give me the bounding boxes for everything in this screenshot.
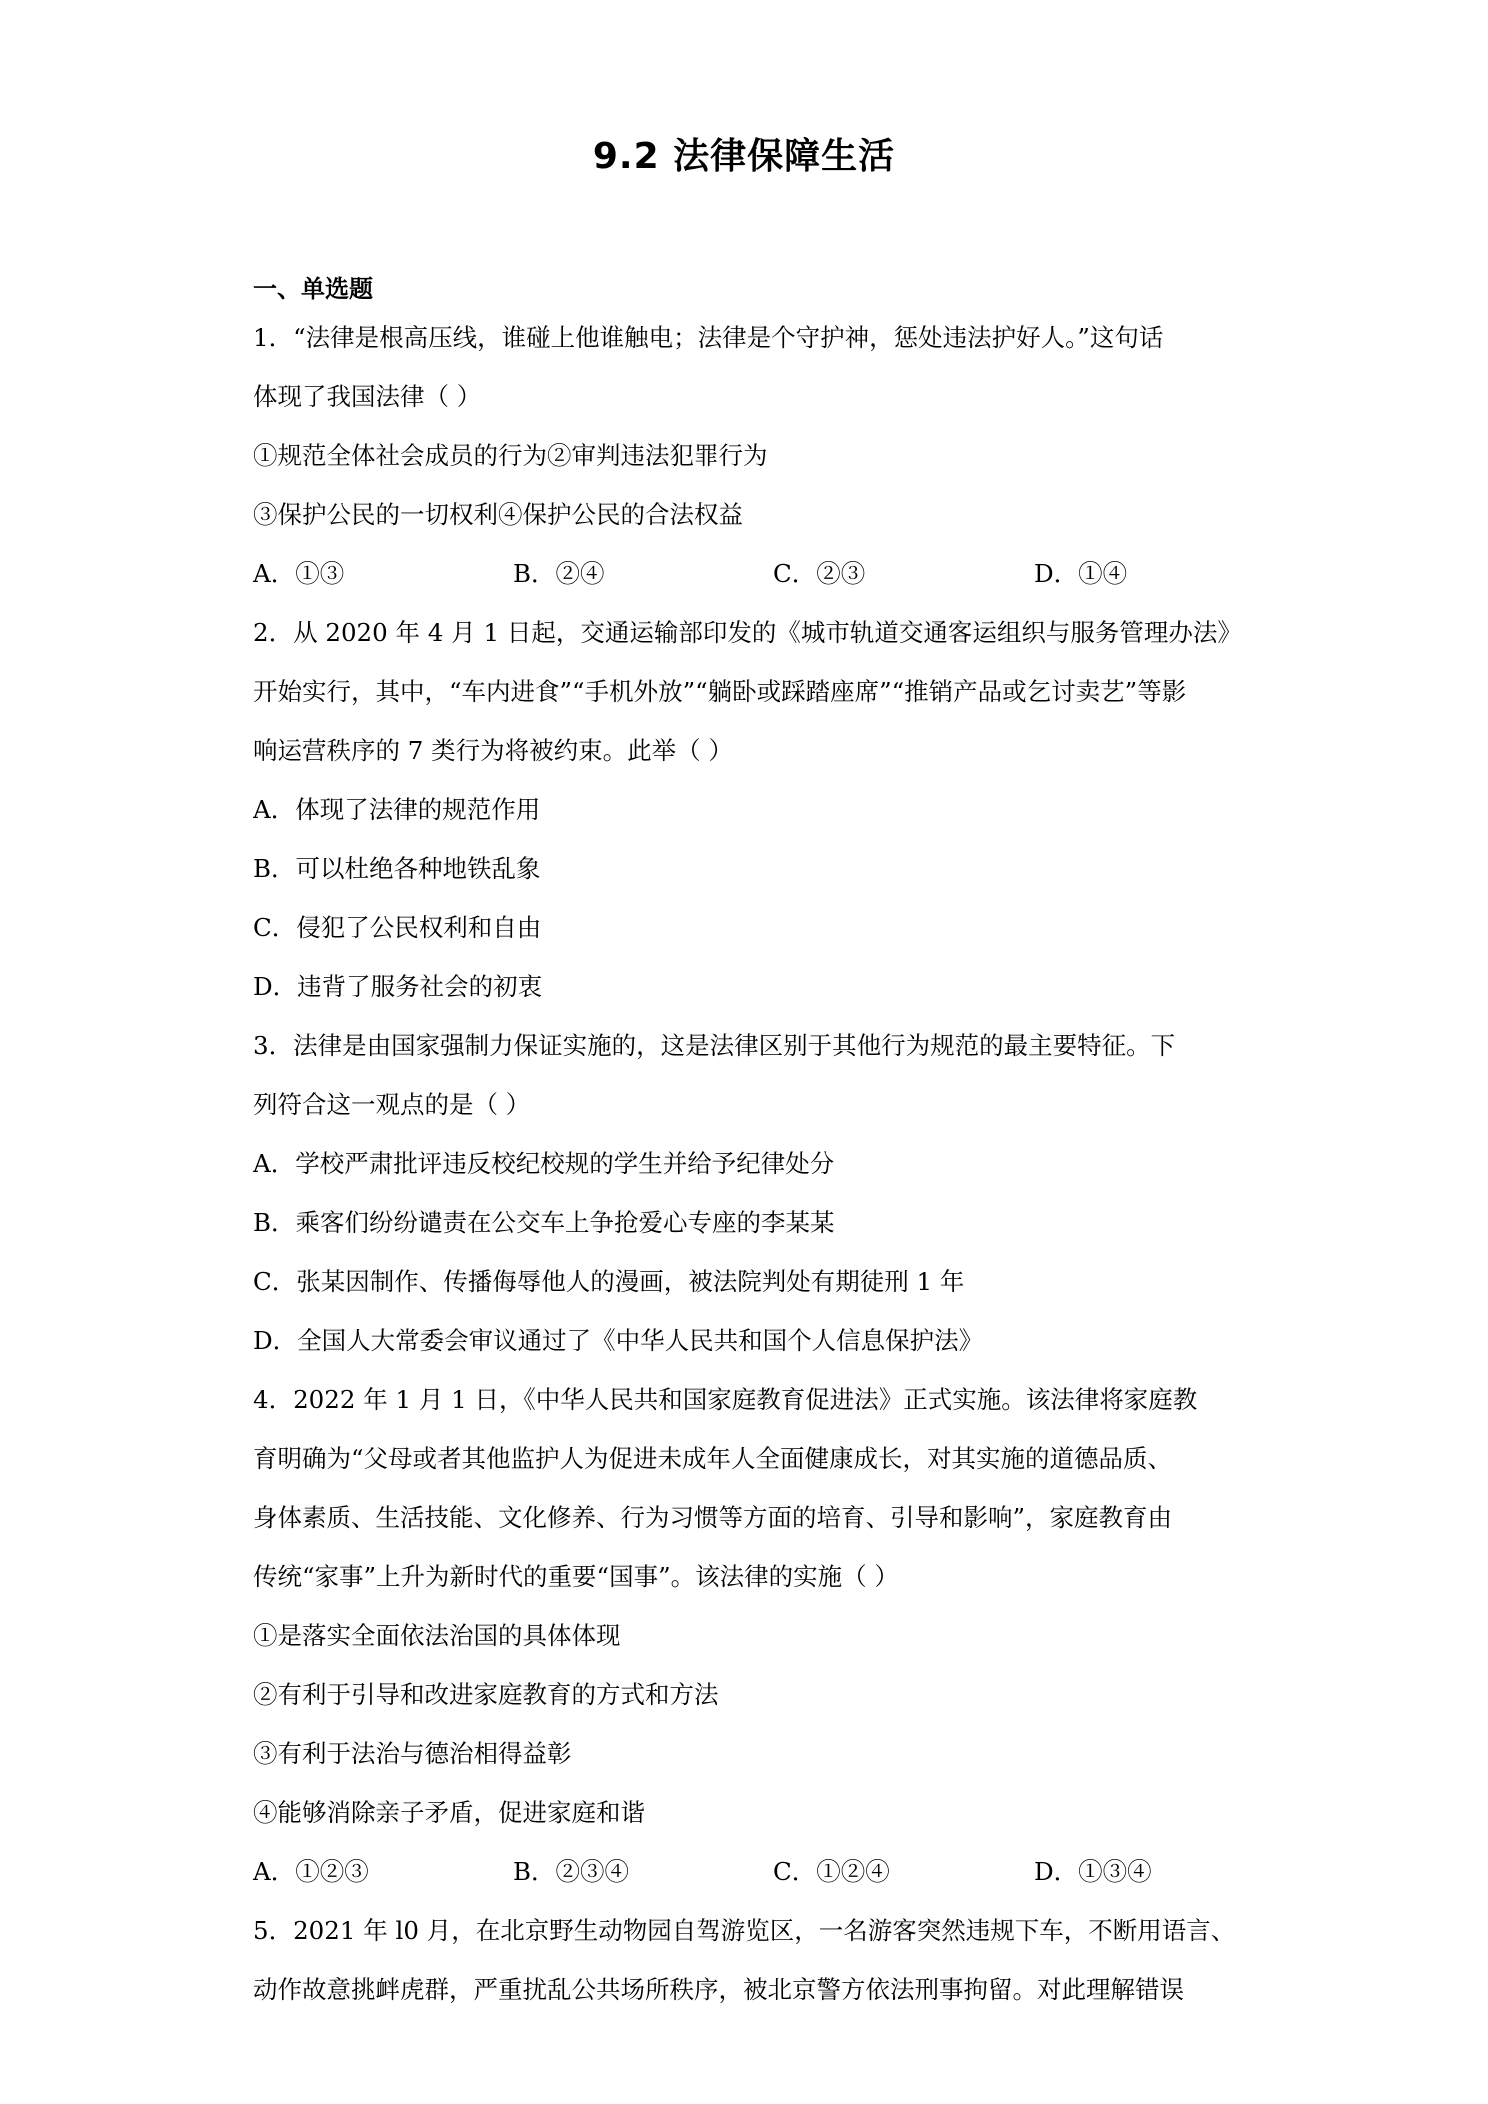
- question-4-item-1: ①是落实全面依法治国的具体体现: [253, 1621, 621, 1650]
- question-4-stem-line-3: 身体素质、生活技能、文化修养、行为习惯等方面的培育、引导和影响”，家庭教育由: [253, 1503, 1173, 1532]
- question-4-option-b: B．②③④: [513, 1857, 630, 1886]
- question-1-stem-line-2: 体现了我国法律（ ）: [253, 382, 482, 411]
- question-2-option-c: C．侵犯了公民权利和自由: [253, 913, 542, 942]
- question-1-option-a: A．①③: [253, 559, 345, 588]
- question-3-stem-line-1: 3．法律是由国家强制力保证实施的，这是法律区别于其他行为规范的最主要特征。下: [253, 1031, 1176, 1060]
- question-2-stem-line-2: 开始实行，其中，“车内进食”“手机外放”“躺卧或踩踏座席”“推销产品或乞讨卖艺”等影: [253, 677, 1187, 706]
- question-4-stem-line-1: 4．2022 年 1 月 1 日，《中华人民共和国家庭教育促进法》正式实施。该法律将家庭教: [253, 1385, 1198, 1414]
- question-1-item-line-1: ①规范全体社会成员的行为②审判违法犯罪行为: [253, 441, 768, 470]
- question-1-stem-line-1: 1．“法律是根高压线，谁碰上他谁触电；法律是个守护神，惩处违法护好人。”这句话: [253, 323, 1164, 352]
- question-4-option-c: C．①②④: [773, 1857, 890, 1886]
- question-2-stem-line-1: 2．从 2020 年 4 月 1 日起，交通运输部印发的《城市轨道交通客运组织与服务管理办法》: [253, 618, 1242, 647]
- question-4-item-4: ④能够消除亲子矛盾，促进家庭和谐: [253, 1798, 645, 1827]
- question-2-stem-line-3: 响运营秩序的 7 类行为将被约束。此举（ ）: [253, 736, 733, 765]
- question-2-option-a: A．体现了法律的规范作用: [253, 795, 541, 824]
- question-4-option-a: A．①②③: [253, 1857, 369, 1886]
- question-4-item-3: ③有利于法治与德治相得益彰: [253, 1739, 572, 1768]
- question-3-option-c: C．张某因制作、传播侮辱他人的漫画，被法院判处有期徒刑 1 年: [253, 1267, 965, 1296]
- section-heading: 一、单选题: [253, 275, 373, 303]
- question-2-option-d: D．违背了服务社会的初衷: [253, 972, 543, 1001]
- page-title: 9.2 法律保障生活: [592, 136, 896, 177]
- question-3-option-d: D．全国人大常委会审议通过了《中华人民共和国个人信息保护法》: [253, 1326, 984, 1355]
- question-4-stem-line-2: 育明确为“父母或者其他监护人为促进未成年人全面健康成长，对其实施的道德品质、: [253, 1444, 1173, 1473]
- question-1-option-d: D．①④: [1034, 559, 1128, 588]
- question-4-stem-line-4: 传统“家事”上升为新时代的重要“国事”。该法律的实施（ ）: [253, 1562, 899, 1591]
- question-5-stem-line-1: 5．2021 年 l0 月，在北京野生动物园自驾游览区，一名游客突然违规下车，不断用语言、: [253, 1916, 1236, 1945]
- question-1-option-b: B．②④: [513, 559, 605, 588]
- question-1-item-line-2: ③保护公民的一切权利④保护公民的合法权益: [253, 500, 743, 529]
- question-2-option-b: B．可以杜绝各种地铁乱象: [253, 854, 541, 883]
- question-4-item-2: ②有利于引导和改进家庭教育的方式和方法: [253, 1680, 719, 1709]
- question-1-option-c: C．②③: [773, 559, 866, 588]
- question-5-stem-line-2: 动作故意挑衅虎群，严重扰乱公共场所秩序，被北京警方依法刑事拘留。对此理解错误: [253, 1975, 1184, 2004]
- question-3-option-b: B．乘客们纷纷谴责在公交车上争抢爱心专座的李某某: [253, 1208, 835, 1237]
- question-3-option-a: A．学校严肃批评违反校纪校规的学生并给予纪律处分: [253, 1149, 835, 1178]
- question-3-stem-line-2: 列符合这一观点的是（ ）: [253, 1090, 531, 1119]
- question-4-option-d: D．①③④: [1034, 1857, 1152, 1886]
